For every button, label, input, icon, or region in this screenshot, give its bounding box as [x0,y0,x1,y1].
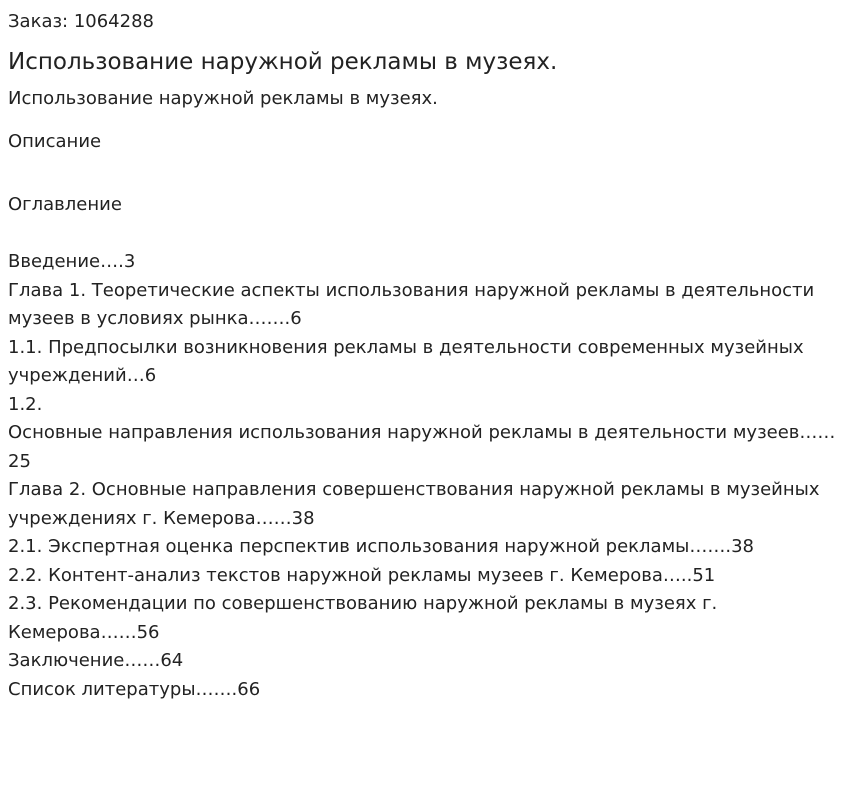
toc-item-chapter-1: Глава 1. Теоретические аспекты использования наружной рекламы в деятельности музеев в условиях рынка…….6 [8,279,815,329]
toc-item-1-2-title: Основные направления использования наружной рекламы в деятельности музеев……25 [8,422,836,472]
description-label: Описание [8,131,102,152]
page-title: Использование наружной рекламы в музеях. [8,49,558,75]
table-of-contents [8,248,838,704]
toc-item-2-3: 2.3. Рекомендации по совершенствованию наружной рекламы в музеях г. Кемерова……56 [8,593,718,643]
page-subtitle: Использование наружной рекламы в музеях. [8,88,438,109]
toc-item-2-1: 2.1. Экспертная оценка перспектив использования наружной рекламы…….38 [8,536,754,557]
order-number: Заказ: 1064288 [8,11,154,32]
toc-item-1-2: 1.2. [8,393,43,415]
toc-item-introduction: Введение….3 [8,251,136,272]
toc-item-conclusion: Заключение……64 [8,650,184,671]
toc-heading: Оглавление [8,194,122,215]
toc-item-1-1: 1.1. Предпосылки возникновения рекламы в деятельности современных музейных учреждений…6 [8,336,804,386]
toc-item-bibliography: Список литературы…….66 [8,678,261,700]
toc-item-chapter-2: Глава 2. Основные направления совершенствования наружной рекламы в музейных учреждениях г. Кемерова……38 [8,479,820,529]
toc-item-2-2: 2.2. Контент-анализ текстов наружной рекламы музеев г. Кемерова…..51 [8,564,716,586]
